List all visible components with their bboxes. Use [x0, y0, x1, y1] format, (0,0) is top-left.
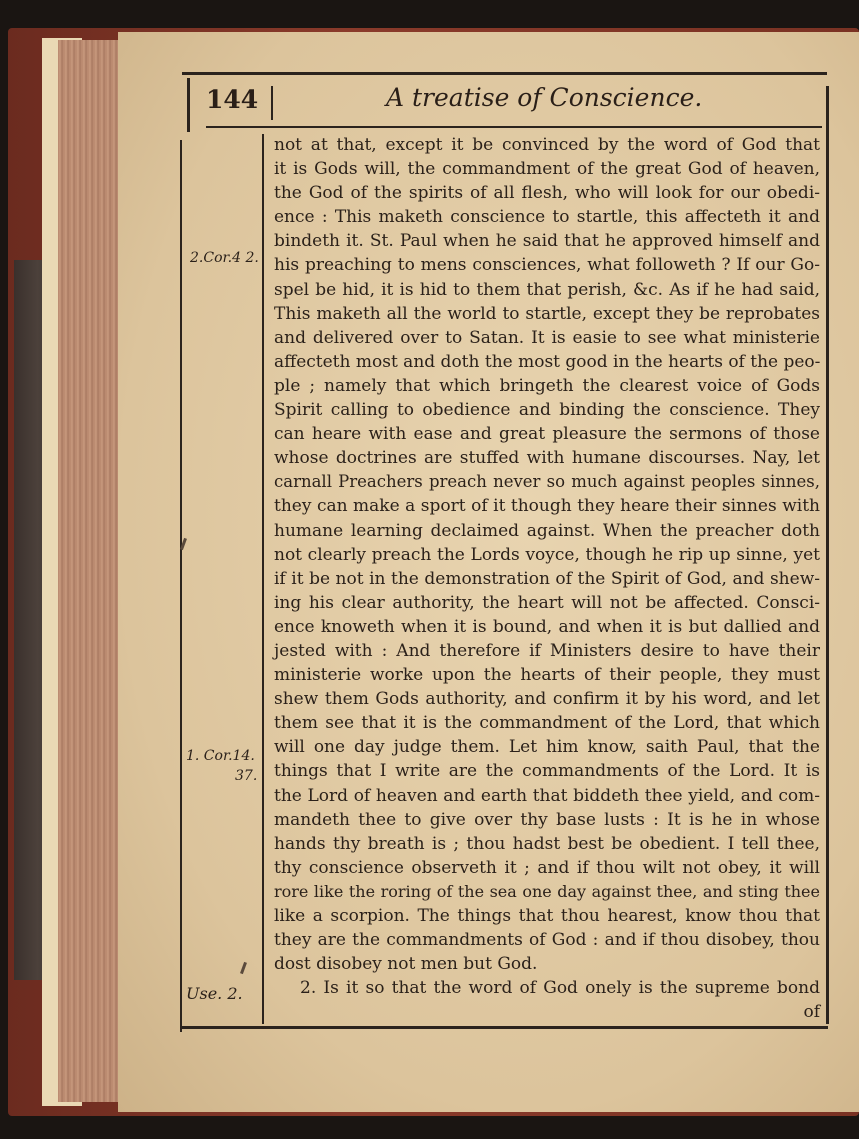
- text-line: ence : This maketh conscience to startle, this affecteth it and: [274, 207, 820, 228]
- text-line: Spirit calling to obedience and binding the conscience. They: [274, 400, 820, 421]
- text-line: shew them Gods authority, and confirm it by his word, and let: [274, 689, 820, 710]
- left-margin-rule: [180, 140, 182, 1032]
- body-text: [274, 133, 820, 1024]
- text-line: This maketh all the world to startle, except they be reprobates: [274, 303, 820, 324]
- text-line: ence knoweth when it is bound, and when it is but dallied and: [274, 616, 820, 637]
- text-line: them see that it is the commandment of the Lord, that which: [274, 713, 820, 734]
- text-line: carnall Preachers preach never so much against peoples sinnes,: [274, 472, 820, 492]
- text-line: mandeth thee to give over thy base lusts : It is he in whose: [274, 809, 820, 830]
- text-line: if it be not in the demonstration of the Spirit of God, and shew-: [274, 568, 820, 589]
- catchword: of: [803, 1002, 820, 1023]
- text-line: like a scorpion. The things that thou hearest, know thou that: [274, 906, 820, 926]
- text-line: ing his clear authority, the heart will not be affected. Consci-: [274, 592, 820, 613]
- margin-note-use: Use. 2.: [186, 984, 243, 1003]
- text-line: dost disobey not men but God.: [274, 954, 538, 975]
- gutter-rule: [262, 134, 264, 1024]
- text-line: things that I write are the commandments of the Lord. It is: [274, 761, 820, 782]
- right-column-rule: [826, 86, 829, 1024]
- text-line: will one day judge them. Let him know, saith Paul, that the: [274, 737, 820, 758]
- text-line: thy conscience observeth it ; and if thou wilt not obey, it will: [274, 857, 820, 878]
- text-line: his preaching to mens consciences, what followeth ? If our Go-: [274, 255, 820, 276]
- text-line: ministerie worke upon the hearts of their people, they must: [274, 665, 820, 686]
- text-line: humane learning declaimed against. When the preacher doth: [274, 520, 820, 541]
- margin-note-reference: 2.Cor.4 2.: [190, 250, 259, 266]
- text-line: affecteth most and doth the most good in the hearts of the peo-: [274, 351, 821, 372]
- footer-rule: [180, 1026, 828, 1029]
- text-line: they can make a sport of it though they heare their sinnes with: [274, 496, 820, 517]
- header-divider-rule: [271, 86, 273, 120]
- margin-note-reference: 37.: [235, 768, 258, 784]
- text-line: not at that, except it be convinced by the word of God that: [274, 135, 820, 155]
- text-line: not clearly preach the Lords voyce, though he rip up sinne, yet: [274, 544, 820, 565]
- margin-note-reference: 1. Cor.14.: [186, 748, 255, 764]
- header-left-rule: [187, 78, 190, 132]
- text-line: bindeth it. St. Paul when he said that he approved himself and: [274, 231, 820, 252]
- text-line: hands thy breath is ; thou hadst best be obedient. I tell thee,: [274, 833, 820, 854]
- text-line: can heare with ease and great pleasure the sermons of those: [274, 424, 820, 445]
- page-number: 144: [206, 85, 259, 114]
- header-bottom-rule: [206, 126, 822, 128]
- header-top-rule: [182, 72, 827, 75]
- text-line: jested with : And therefore if Ministers desire to have their: [274, 640, 820, 661]
- text-line: spel be hid, it is hid to them that perish, &c. As if he had said,: [274, 279, 820, 300]
- running-title: A treatise of Conscience.: [386, 83, 703, 112]
- text-line: it is Gods will, the commandment of the great God of heaven,: [274, 159, 820, 180]
- text-line: whose doctrines are stuffed with humane discourses. Nay, let: [274, 448, 820, 469]
- text-line: and delivered over to Satan. It is easie to see what ministerie: [274, 327, 820, 348]
- text-line: the Lord of heaven and earth that biddeth thee yield, and com-: [274, 785, 820, 806]
- text-line: rore like the roring of the sea one day against thee, and sting thee: [274, 881, 820, 901]
- text-line: ple ; namely that which bringeth the clearest voice of Gods: [274, 375, 820, 396]
- text-line: the God of the spirits of all flesh, who will look for our obedi-: [274, 183, 820, 204]
- text-line: 2. Is it so that the word of God onely is the supreme bond: [300, 978, 820, 999]
- text-line: they are the commandments of God : and if thou disobey, thou: [274, 930, 820, 951]
